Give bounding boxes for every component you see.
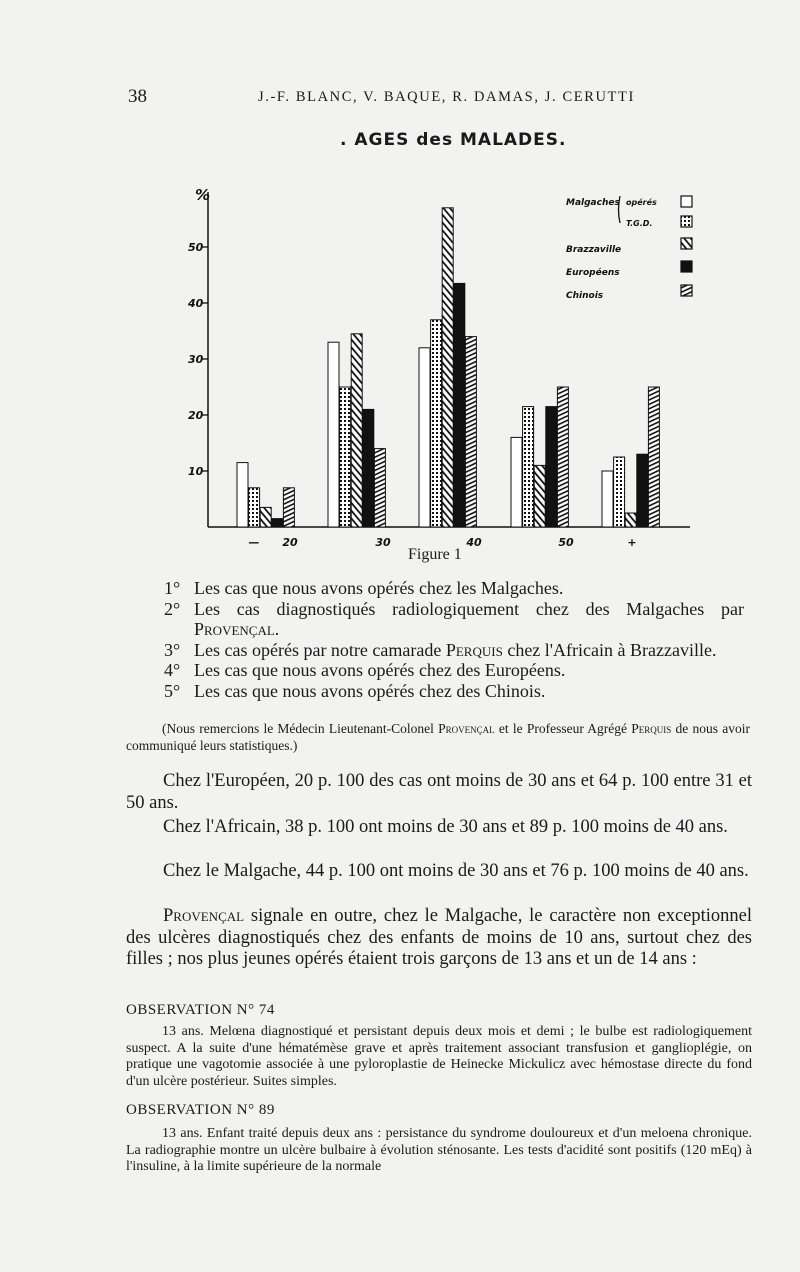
legend-entry-label: T.G.D. [626, 219, 653, 228]
author-name: Provençal [163, 906, 245, 926]
y-tick-label: 40 [188, 297, 204, 310]
list-item-text: Les cas que nous avons opérés chez des Chinois. [194, 680, 546, 701]
paragraph-african: Chez l'Africain, 38 p. 100 ont moins de 30 ans et 89 p. 100 moins de 40 ans. [163, 817, 728, 837]
bar [614, 457, 625, 527]
x-tick-label: 40 [466, 536, 482, 549]
bar [351, 334, 362, 527]
bar [546, 407, 557, 527]
list-item-number: 5° [164, 680, 181, 701]
y-axis-label: % [195, 186, 211, 204]
legend-entry-label: Chinois [566, 291, 604, 301]
list-item-text: Les cas que nous avons opérés chez des Européens. [194, 660, 566, 680]
list-item-text: Les cas diagnostiqués radiologiquement chez des Malgaches par Provençal. [194, 598, 744, 639]
chart-title: . AGES des MALADES. [340, 130, 567, 150]
bar [328, 342, 339, 527]
list-item [164, 660, 744, 681]
author-name: Perquis [445, 639, 503, 660]
page-number: 38 [128, 86, 147, 107]
acknowledgement-note: (Nous remercions le Médecin Lieutenant-Colonel Provençal et le Professeur Agrégé Perquis de nous avoir communiqué leurs statistiques.) [126, 721, 750, 753]
legend-brace [619, 196, 621, 223]
bar [523, 407, 534, 527]
list-item [164, 640, 744, 661]
figure-caption: Figure 1 [408, 546, 462, 563]
bar [511, 437, 522, 527]
age-bar-chart [0, 0, 800, 570]
series-description-list [164, 578, 744, 701]
list-item-text: Les cas que nous avons opérés chez les Malgaches. [194, 578, 564, 598]
legend-swatch [681, 196, 692, 207]
observation-89-text: 13 ans. Enfant traité depuis deux ans : persistance du syndrome douloureux et d'un meloena chronique. La radiographie montre un ulcère bulbaire à évolution sténosante. Les tests d'acidité sont positifs (120 mEq) à l'insuline, à la limite supérieure de la normale [126, 1126, 752, 1174]
bar [272, 519, 283, 527]
author-name: Perquis [631, 721, 672, 736]
legend-swatch [681, 238, 692, 249]
bar [260, 507, 271, 527]
author-name: Provençal [438, 721, 495, 736]
list-item-number: 1° [164, 578, 181, 598]
y-tick-label: 10 [188, 465, 204, 478]
x-tick-label: + [627, 536, 637, 549]
paragraph-malagasy: Chez le Malgache, 44 p. 100 ont moins de 30 ans et 76 p. 100 moins de 40 ans. [163, 861, 749, 881]
bar [602, 471, 613, 527]
list-item-number: 4° [164, 660, 181, 680]
legend-entry-label: Européens [566, 268, 620, 278]
legend-group-label: Malgaches [566, 198, 620, 208]
list-item-number: 2° [164, 598, 181, 619]
bar [419, 348, 430, 527]
bar [363, 409, 374, 527]
running-title-authors: J.-F. BLANC, V. BAQUE, R. DAMAS, J. CERUTTI [258, 89, 635, 105]
legend-swatch [681, 285, 692, 296]
bar [249, 488, 260, 527]
paragraph-provencal: Provençal signale en outre, chez le Malgache, le caractère non exceptionnel des ulcères diagnostiqués chez des enfants de moins de 10 ans, surtout chez des filles ; nos plus jeunes opérés étaient trois garçons de 13 ans et un de 14 ans : [126, 906, 752, 969]
bar [557, 387, 568, 527]
paragraph-european: Chez l'Européen, 20 p. 100 des cas ont moins de 30 ans et 64 p. 100 entre 31 et 50 ans. [126, 771, 752, 813]
x-tick-label: 30 [375, 536, 391, 549]
author-name: Provençal [194, 619, 275, 639]
x-tick-label: 20 [282, 536, 298, 549]
list-item-number: 3° [164, 639, 181, 660]
y-tick-label: 20 [188, 409, 204, 422]
bar [454, 283, 465, 527]
bar [431, 320, 442, 527]
bar [340, 387, 351, 527]
legend-entry-label: opérés [626, 198, 657, 207]
observation-74-text: 13 ans. Melœna diagnostiqué et persistant depuis deux mois et demi ; le bulbe est radiologiquement suspect. A la suite d'une hématémèse grave et après traitement associant transfusion et ganglioplégie, on pratique une vagotomie associée à une pyloroplastie de Heinecke Mickulicz avec hémostase directe du fond d'un ulcère postérieur. Suites simples. [126, 1024, 752, 1089]
list-item [164, 599, 744, 640]
list-item [164, 681, 744, 702]
bar [648, 387, 659, 527]
bar [637, 454, 648, 527]
list-item-text: Les cas opérés par notre camarade Perquis chez l'Africain à Brazzaville. [194, 639, 717, 660]
bar [442, 208, 453, 527]
observation-74-heading: OBSERVATION N° 74 [126, 1002, 275, 1018]
observation-89-heading: OBSERVATION N° 89 [126, 1102, 275, 1118]
legend-swatch [681, 216, 692, 227]
bar [625, 513, 636, 527]
x-tick-label: 50 [558, 536, 574, 549]
bar [237, 463, 248, 527]
y-tick-label: 30 [188, 353, 204, 366]
bar [465, 337, 476, 527]
bar [283, 488, 294, 527]
bar [374, 449, 385, 527]
y-tick-label: 50 [188, 241, 204, 254]
x-tick-label: — [248, 536, 260, 549]
legend-swatch [681, 261, 692, 272]
legend-entry-label: Brazzaville [566, 245, 622, 255]
bar [534, 465, 545, 527]
list-item [164, 578, 744, 599]
